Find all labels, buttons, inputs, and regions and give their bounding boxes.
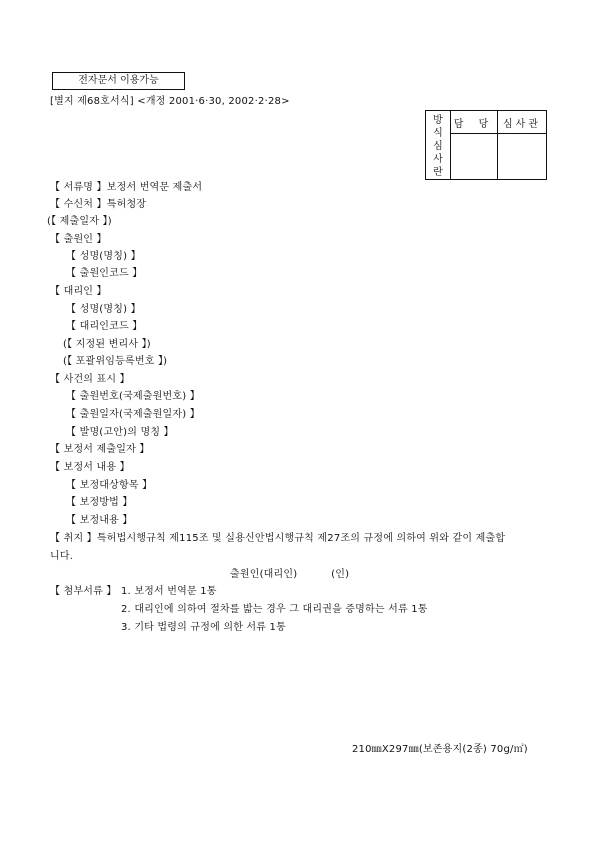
attach-item-1: 1. 보정서 번역문 1통 [121,586,217,597]
attach-item-3: 3. 기타 법령의 규정에 의한 서류 1통 [121,622,286,633]
field-case-label: 【 사건의 표시 】 [50,374,130,385]
purpose-line-1: 【 취지 】특허법시행규칙 제115조 및 실용신안법시행규칙 제27조의 규정에 의하여 위와 같이 제출합 [50,533,506,544]
review-box-table [425,110,547,180]
review-col-clerk: 담 당 [451,111,498,134]
field-applicant-name: 【 성명(명칭) 】 [66,251,141,262]
review-side-char: 란 [433,167,443,178]
field-application-no: 【 출원번호(국제출원번호) 】 [66,391,200,402]
field-amend-content: 【 보정서 내용 】 [50,462,130,473]
field-submit-date: (【 제출일자 】) [47,216,112,227]
purpose-line-2: 니다. [50,551,74,562]
paper-spec-footer: 210㎜X297㎜(보존용지(2종) 70g/㎡) [352,744,528,755]
review-side-label [426,111,451,180]
field-application-date: 【 출원일자(국제출원일자) 】 [66,409,200,420]
field-recipient: 【 수신처 】특허청장 [50,199,147,210]
field-general-power-no: (【 포괄위임등록번호 】) [63,356,168,367]
field-amend-item: 【 보정대상항목 】 [66,480,153,491]
field-designated-attorney: (【 지정된 변리사 】) [63,339,151,350]
field-agent-code: 【 대리인코드 】 [66,321,143,332]
field-agent-name: 【 성명(명칭) 】 [66,304,141,315]
field-invention-title: 【 발명(고안)의 명칭 】 [66,427,174,438]
field-amend-method: 【 보정방법 】 [66,497,133,508]
signature-line: 출원인(대리인) (인) [230,569,350,580]
review-col-examiner: 심사관 [498,111,547,134]
field-doc-name: 【 서류명 】보정서 번역문 제출서 [50,182,203,193]
field-amend-detail: 【 보정내용 】 [66,515,133,526]
field-applicant: 【 출원인 】 [50,234,107,245]
form-number-line: [별지 제68호서식] <개정 2001·6·30, 2002·2·28> [50,96,290,107]
examiner-sign-cell[interactable] [498,134,547,180]
review-side-char: 방 [433,115,443,126]
field-agent: 【 대리인 】 [50,286,107,297]
attach-label: 【 첨부서류 】 [50,586,117,597]
review-side-char: 식 [433,128,443,139]
review-side-char: 심 [433,141,443,152]
attach-item-2: 2. 대리인에 의하여 절차를 밟는 경우 그 대리권을 증명하는 서류 1통 [121,604,428,615]
review-side-char: 사 [433,154,443,165]
field-applicant-code: 【 출원인코드 】 [66,268,143,279]
clerk-sign-cell[interactable] [451,134,498,180]
electronic-document-label: 전자문서 이용가능 [52,72,185,90]
field-amend-submit-date: 【 보정서 제출일자 】 [50,444,150,455]
